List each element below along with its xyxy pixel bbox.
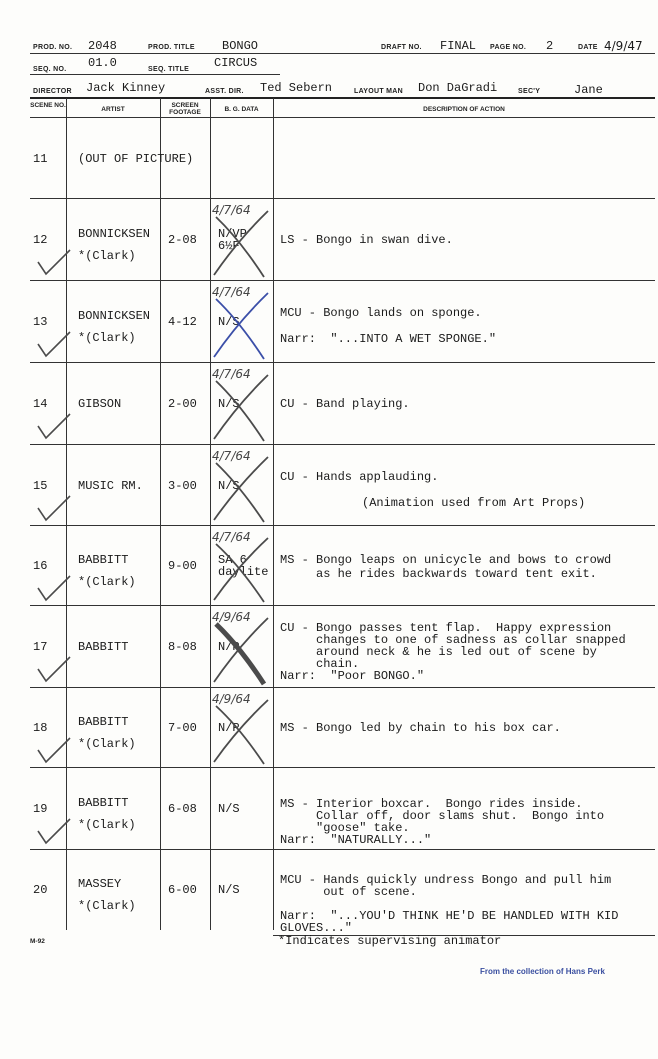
supervising-animator: *(Clark) xyxy=(78,818,136,832)
scene-number: 16 xyxy=(33,559,48,573)
action-description-line: MCU - Hands quickly undress Bongo and pull him xyxy=(280,873,612,887)
action-description-line: MS - Bongo leaps on unicycle and bows to crowd xyxy=(280,553,612,567)
row-rule xyxy=(30,687,655,688)
seq-title-label: SEQ. TITLE xyxy=(148,66,190,73)
screen-footage: 2-00 xyxy=(168,397,197,411)
action-description-line: chain. xyxy=(280,657,360,671)
secy-value: Jane xyxy=(574,83,603,97)
col-header-footage: SCREEN FOOTAGE xyxy=(169,102,201,116)
bg-date-handwritten: 4/7/64 xyxy=(212,203,251,217)
artist-name: (OUT OF PICTURE) xyxy=(78,152,194,166)
seq-no-value: 01.0 xyxy=(88,56,117,70)
screen-footage: 6-00 xyxy=(168,883,197,897)
cross-out-stroke xyxy=(216,706,264,764)
artist-name: BABBITT xyxy=(78,553,129,567)
prod-title-label: PROD. TITLE xyxy=(148,44,195,51)
bg-date-handwritten: 4/9/64 xyxy=(212,610,251,624)
action-description-line: LS - Bongo in swan dive. xyxy=(280,233,453,247)
supervising-animator: *(Clark) xyxy=(78,249,136,263)
seq-title-value: CIRCUS xyxy=(214,56,258,70)
bg-data: SA 6 daylite xyxy=(218,553,269,579)
screen-footage: 4-12 xyxy=(168,315,197,329)
seq-no-label: SEQ. NO. xyxy=(33,66,67,73)
row-rule xyxy=(30,849,655,850)
col-divider-2 xyxy=(160,98,161,930)
action-description-line: MCU - Bongo lands on sponge. xyxy=(280,306,482,320)
action-description-line: MS - Bongo led by chain to his box car. xyxy=(280,721,561,735)
table-top-rule xyxy=(30,97,655,99)
footer-note: *Indicates supervising animator xyxy=(278,934,502,948)
action-description-line: Narr: "NATURALLY..." xyxy=(280,833,432,847)
action-description-line: changes to one of sadness as collar snapped xyxy=(280,633,626,647)
bg-date-handwritten: 4/9/64 xyxy=(212,692,251,706)
bg-data: N/S xyxy=(218,883,240,897)
action-description-line: Narr: "Poor BONGO." xyxy=(280,669,425,683)
row-rule xyxy=(30,605,655,606)
row-rule xyxy=(30,525,655,526)
artist-name: MASSEY xyxy=(78,877,122,891)
screen-footage: 8-08 xyxy=(168,640,197,654)
artist-name: BABBITT xyxy=(78,640,129,654)
action-description-line: CU - Hands applauding. xyxy=(280,470,439,484)
supervising-animator: *(Clark) xyxy=(78,331,136,345)
prod-title-value: BONGO xyxy=(222,39,259,53)
artist-name: BONNICKSEN xyxy=(78,227,151,241)
col-header-desc: DESCRIPTION OF ACTION xyxy=(423,106,505,113)
asst-dir-value: Ted Sebern xyxy=(260,81,333,95)
col-divider-3 xyxy=(210,98,211,930)
scene-number: 14 xyxy=(33,397,48,411)
header-rule-2 xyxy=(30,74,280,75)
screen-footage: 9-00 xyxy=(168,559,197,573)
scene-number: 11 xyxy=(33,152,48,166)
director-value: Jack Kinney xyxy=(86,81,166,95)
scene-number: 18 xyxy=(33,721,48,735)
prod-no-value: 2048 xyxy=(88,39,117,53)
artist-name: GIBSON xyxy=(78,397,122,411)
action-description-line: MS - Interior boxcar. Bongo rides inside. xyxy=(280,797,583,811)
row-rule xyxy=(30,280,655,281)
action-description-line: as he rides backwards toward tent exit. xyxy=(280,567,597,581)
artist-name: BABBITT xyxy=(78,715,129,729)
page-no-value: 2 xyxy=(546,39,554,53)
asst-dir-label: ASST. DIR. xyxy=(205,88,244,95)
form-number: M-92 xyxy=(30,938,45,945)
bg-date-handwritten: 4/7/64 xyxy=(212,530,251,544)
screen-footage: 2-08 xyxy=(168,233,197,247)
supervising-animator: *(Clark) xyxy=(78,575,136,589)
row-rule xyxy=(30,362,655,363)
bg-data: N/S xyxy=(218,479,240,493)
action-description-line: (Animation used from Art Props) xyxy=(362,496,586,510)
page-no-label: PAGE NO. xyxy=(490,44,527,51)
bg-date-handwritten: 4/7/64 xyxy=(212,285,251,299)
date-value: 4/9/47 xyxy=(604,39,643,53)
action-description-line: Collar off, door slams shut. Bongo into xyxy=(280,809,605,823)
cross-out-stroke xyxy=(216,299,264,359)
supervising-animator: *(Clark) xyxy=(78,737,136,751)
bg-data: N/P xyxy=(218,721,240,735)
layout-man-label: LAYOUT MAN xyxy=(354,88,404,95)
scene-number: 19 xyxy=(33,802,48,816)
bg-data: N/S xyxy=(218,802,240,816)
action-description-line: CU - Bongo passes tent flap. Happy expression xyxy=(280,621,612,635)
scene-number: 15 xyxy=(33,479,48,493)
artist-name: MUSIC RM. xyxy=(78,479,143,493)
cross-out-stroke xyxy=(216,381,264,441)
row-rule xyxy=(30,198,655,199)
screen-footage: 3-00 xyxy=(168,479,197,493)
action-description-line: out of scene. xyxy=(280,885,417,899)
supervising-animator: *(Clark) xyxy=(78,899,136,913)
col-header-bg: B. G. DATA xyxy=(224,106,259,113)
collection-credit: From the collection of Hans Perk xyxy=(480,967,605,976)
prod-no-label: PROD. NO. xyxy=(33,44,73,51)
draft-no-value: FINAL xyxy=(440,39,477,53)
header-rule-1 xyxy=(30,53,655,54)
bg-data: N/P xyxy=(218,640,240,654)
layout-man-value: Don DaGradi xyxy=(418,81,498,95)
bg-data: N/VP 6½F xyxy=(218,227,247,253)
screen-footage: 7-00 xyxy=(168,721,197,735)
action-description-line: CU - Band playing. xyxy=(280,397,410,411)
director-label: DIRECTOR xyxy=(33,88,72,95)
bg-data: N/S xyxy=(218,397,240,411)
col-divider-1 xyxy=(66,98,67,930)
action-description-line: GLOVES..." xyxy=(280,921,353,935)
bg-date-handwritten: 4/7/64 xyxy=(212,367,251,381)
action-description-line: "goose" take. xyxy=(280,821,410,835)
artist-name: BONNICKSEN xyxy=(78,309,151,323)
scene-number: 13 xyxy=(33,315,48,329)
row-rule xyxy=(30,767,655,768)
action-description-line: Narr: "...YOU'D THINK HE'D BE HANDLED WITH KID xyxy=(280,909,619,923)
col-divider-4 xyxy=(273,98,274,930)
date-label: DATE xyxy=(578,44,598,51)
action-description-line: around neck & he is led out of scene by xyxy=(280,645,597,659)
bg-data: N/S xyxy=(218,315,240,329)
cross-out-stroke xyxy=(216,624,264,684)
scene-number: 17 xyxy=(33,640,48,654)
screen-footage: 6-08 xyxy=(168,802,197,816)
draft-no-label: DRAFT NO. xyxy=(381,44,422,51)
row-rule xyxy=(30,444,655,445)
action-description-line: Narr: "...INTO A WET SPONGE." xyxy=(280,332,497,346)
table-header-rule xyxy=(30,117,655,118)
bg-date-handwritten: 4/7/64 xyxy=(212,449,251,463)
col-header-artist: ARTIST xyxy=(101,106,125,113)
col-header-scene: SCENE NO. xyxy=(30,102,66,109)
scene-number: 12 xyxy=(33,233,48,247)
secy-label: SEC'Y xyxy=(518,88,541,95)
artist-name: BABBITT xyxy=(78,796,129,810)
scene-number: 20 xyxy=(33,883,48,897)
